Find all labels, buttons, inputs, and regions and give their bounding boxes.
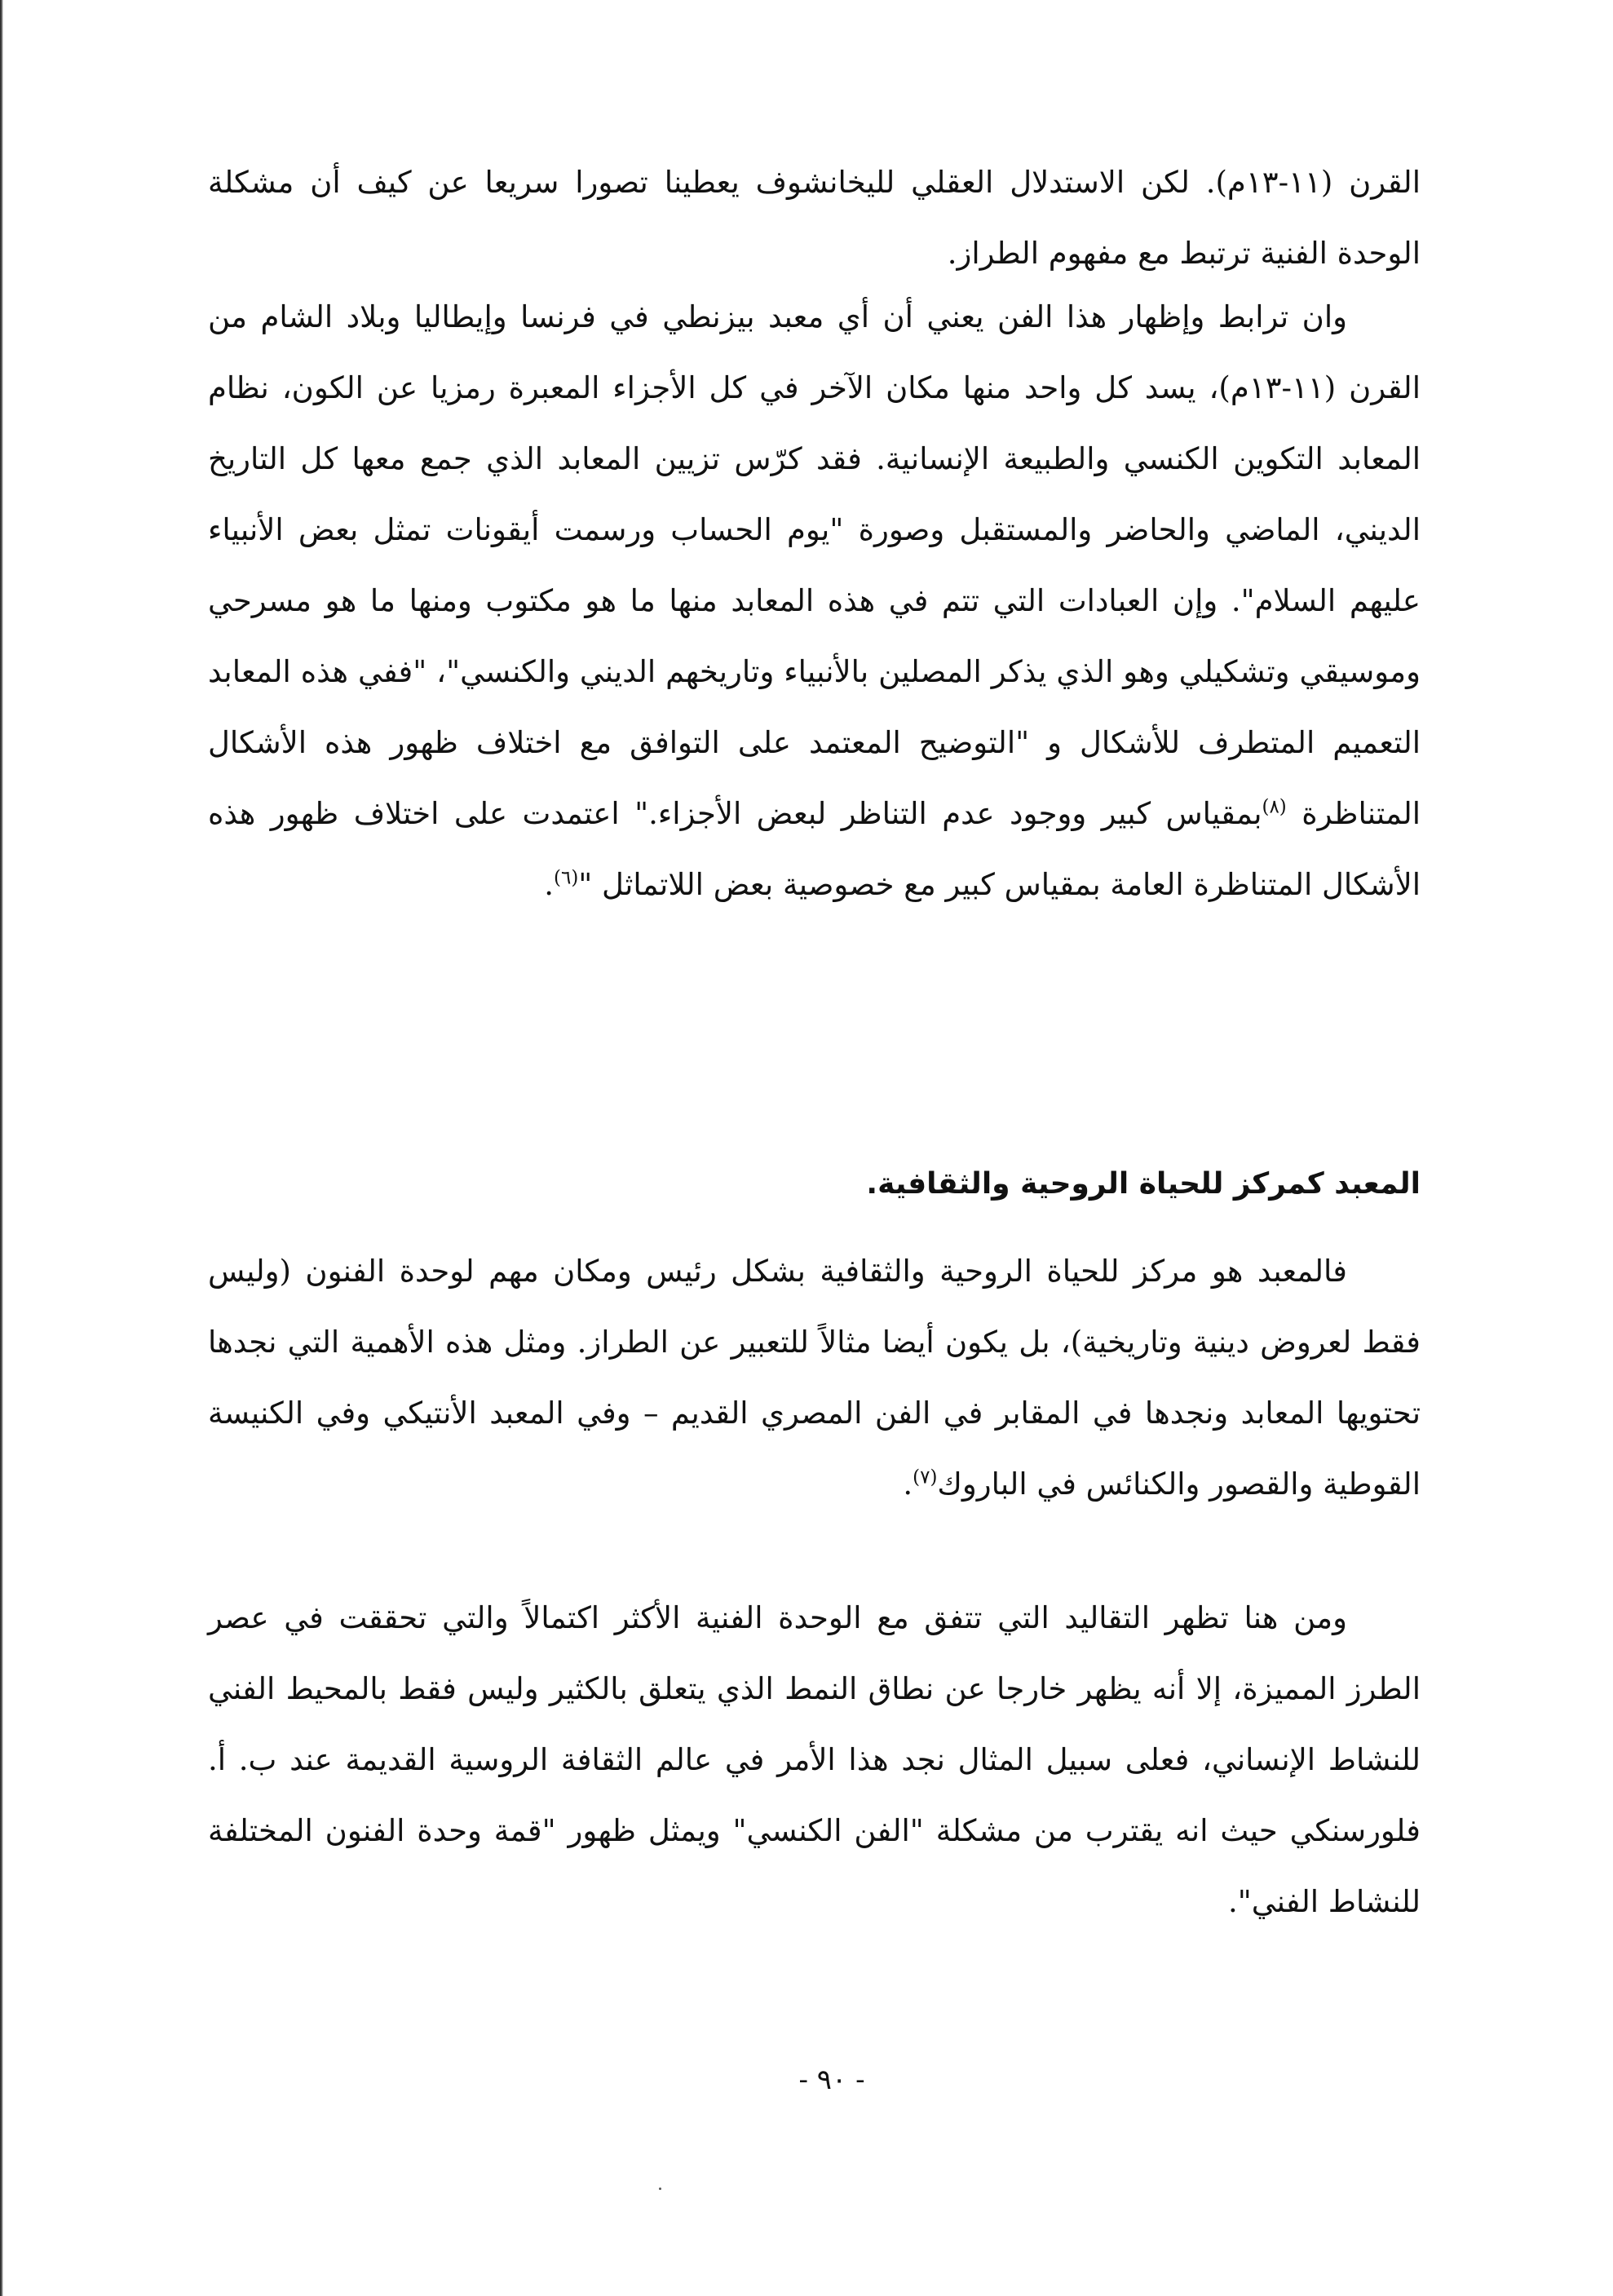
paragraph-3-part-1: فالمعبد هو مركز للحياة الروحية والثقافية بشكل رئيس ومكان مهم لوحدة الفنون (وليس فقط لعروض دينية وتاريخية)، بل يكون أيضا مثالاً للتعبير عن الطراز. ومثل هذه الأهمية التي نجدها تحتويها المعابد ونجدها في المقابر في الفن المصري القديم – وفي المعبد الأنتيكي وفي الكنيسة القوطية والقصور والكنائس في الباروك	[208, 1254, 1421, 1502]
paragraph-4-text: ومن هنا تظهر التقاليد التي تتفق مع الوحدة الفنية الأكثر اكتمالاً والتي تحققت في عصر الطرز المميزة، إلا أنه يظهر خارجا عن نطاق النمط الذي يتعلق بالكثير وليس فقط بالمحيط الفني للنشاط الإنساني، فعلى سبيل المثال نجد هذا الأمر في عالم الثقافة الروسية القديمة عند ب. أ. فلورسنكي حيث انه يقترب من مشكلة "الفن الكنسي" ويمثل ظهور "قمة وحدة الفنون المختلفة للنشاط الفني".	[208, 1600, 1421, 1919]
scan-edge	[0, 0, 3, 2296]
paragraph-1	[208, 147, 1421, 289]
paragraph-3	[208, 1236, 1421, 1520]
footnote-ref-8: (٨)	[1262, 796, 1287, 818]
paragraph-3-part-2: .	[903, 1467, 913, 1502]
page-number: - ٩٠ -	[798, 2064, 865, 2096]
paragraph-2	[208, 281, 1421, 920]
paragraph-4	[208, 1582, 1421, 1937]
scan-speck	[659, 2188, 661, 2190]
paragraph-3-text	[208, 1236, 1421, 1520]
paragraph-2-text	[208, 281, 1421, 920]
footnote-ref-7: (٧)	[913, 1467, 938, 1489]
paragraph-2-part-1: وان ترابط وإظهار هذا الفن يعني أن أي معبد بيزنطي في فرنسا وإيطاليا وبلاد الشام من القرن (١١-١٣م)، يسد كل واحد منها مكان الآخر في كل الأجزاء المعبرة رمزيا عن الكون، نظام المعابد التكوين الكنسي والطبيعة الإنسانية. فقد كرّس تزيين المعابد الذي جمع معها كل التاريخ الديني، الماضي والحاضر والمستقبل وصورة "يوم الحساب ورسمت أيقونات تمثل بعض الأنبياء عليهم السلام". وإن العبادات التي تتم في هذه المعابد منها ما هو مكتوب ومنها ما هو مسرحي وموسيقي وتشكيلي وهو الذي يذكر المصلين بالأنبياء وتاريخهم الديني والكنسي"، "ففي هذه المعابد التعميم المتطرف للأشكال و "التوضيح المعتمد على التوافق مع اختلاف ظهور هذه الأشكال المتناظرة	[208, 299, 1421, 831]
paragraph-1-text: القرن (١١-١٣م). لكن الاستدلال العقلي لليخانشوف يعطينا تصورا سريعا عن كيف أن مشكلة الوحدة الفنية ترتبط مع مفهوم الطراز.	[208, 165, 1421, 271]
paragraph-2-part-2: بمقياس كبير ووجود عدم التناظر لبعض الأجزاء." اعتمدت على اختلاف ظهور هذه الأشكال المتناظرة العامة بمقياس كبير مع خصوصية بعض اللاتماثل "	[208, 796, 1421, 902]
paragraph-2-part-3: .	[544, 867, 555, 902]
section-heading: المعبد كمركز للحياة الروحية والثقافية.	[866, 1167, 1421, 1201]
footnote-ref-6: (٦)	[554, 867, 579, 889]
